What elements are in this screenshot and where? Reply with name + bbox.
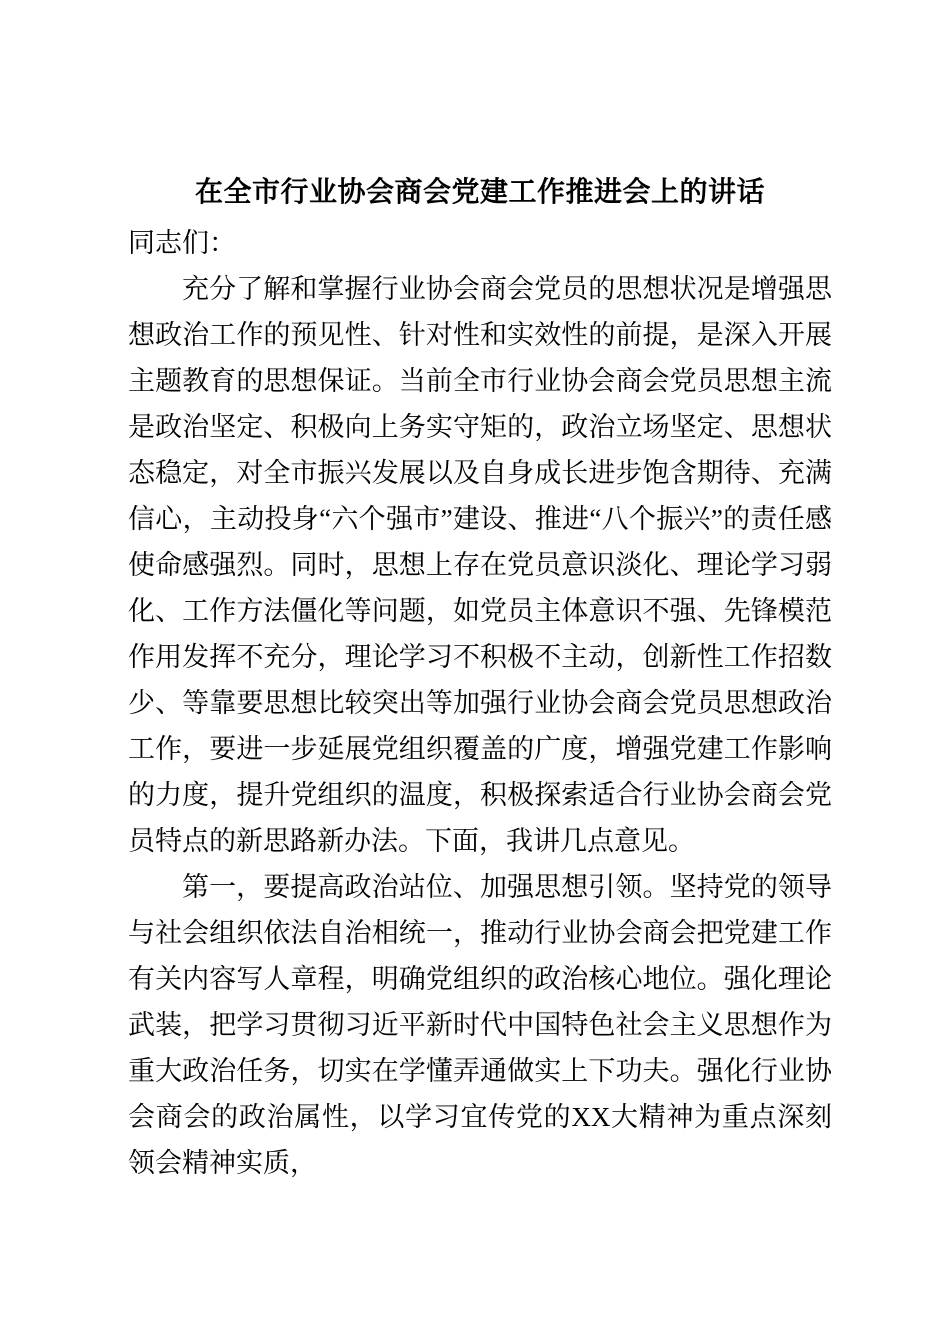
document-body [128, 220, 832, 1186]
paragraph-2: 第一，要提高政治站位、加强思想引领。坚持党的领导与社会组织依法自治相统一，推动行业协会商会把党建工作有关内容写人章程，明确党组织的政治核心地位。强化理论武装，把学习贯彻习近平新时代中国特色社会主义思想作为重大政治任务，切实在学懂弄通做实上下功夫。强化行业协会商会的政治属性，以学习宜传党的XX大精神为重点深刻领会精神实质， [128, 872, 832, 1178]
document-title: 在全市行业协会商会党建工作推进会上的讲话 [194, 177, 765, 208]
salutation-line: 同志们： [128, 228, 236, 258]
paragraph-1: 充分了解和掌握行业协会商会党员的思想状况是增强思想政治工作的预见性、针对性和实效性的前提，是深入开展主题教育的思想保证。当前全市行业协会商会党员思想主流是政治坚定、积极向上务实守矩的，政治立场坚定、思想状态稳定，对全市振兴发展以及自身成长进步饱含期待、充满信心，主动投身“六个强市”建设、推进“八个振兴”的责任感使命感强烈。同时，思想上存在党员意识淡化、理论学习弱化、工作方法僵化等问题，如党员主体意识不强、先锋模范作用发挥不充分，理论学习不积极不主动，创新性工作招数少、等靠要思想比较突出等加强行业协会商会党员思想政治工作，要进一步延展党组织覆盖的广度，增强党建工作影响的力度，提升党组织的温度，积极探索适合行业协会商会党员特点的新思路新办法。下面，我讲几点意见。 [128, 274, 832, 856]
